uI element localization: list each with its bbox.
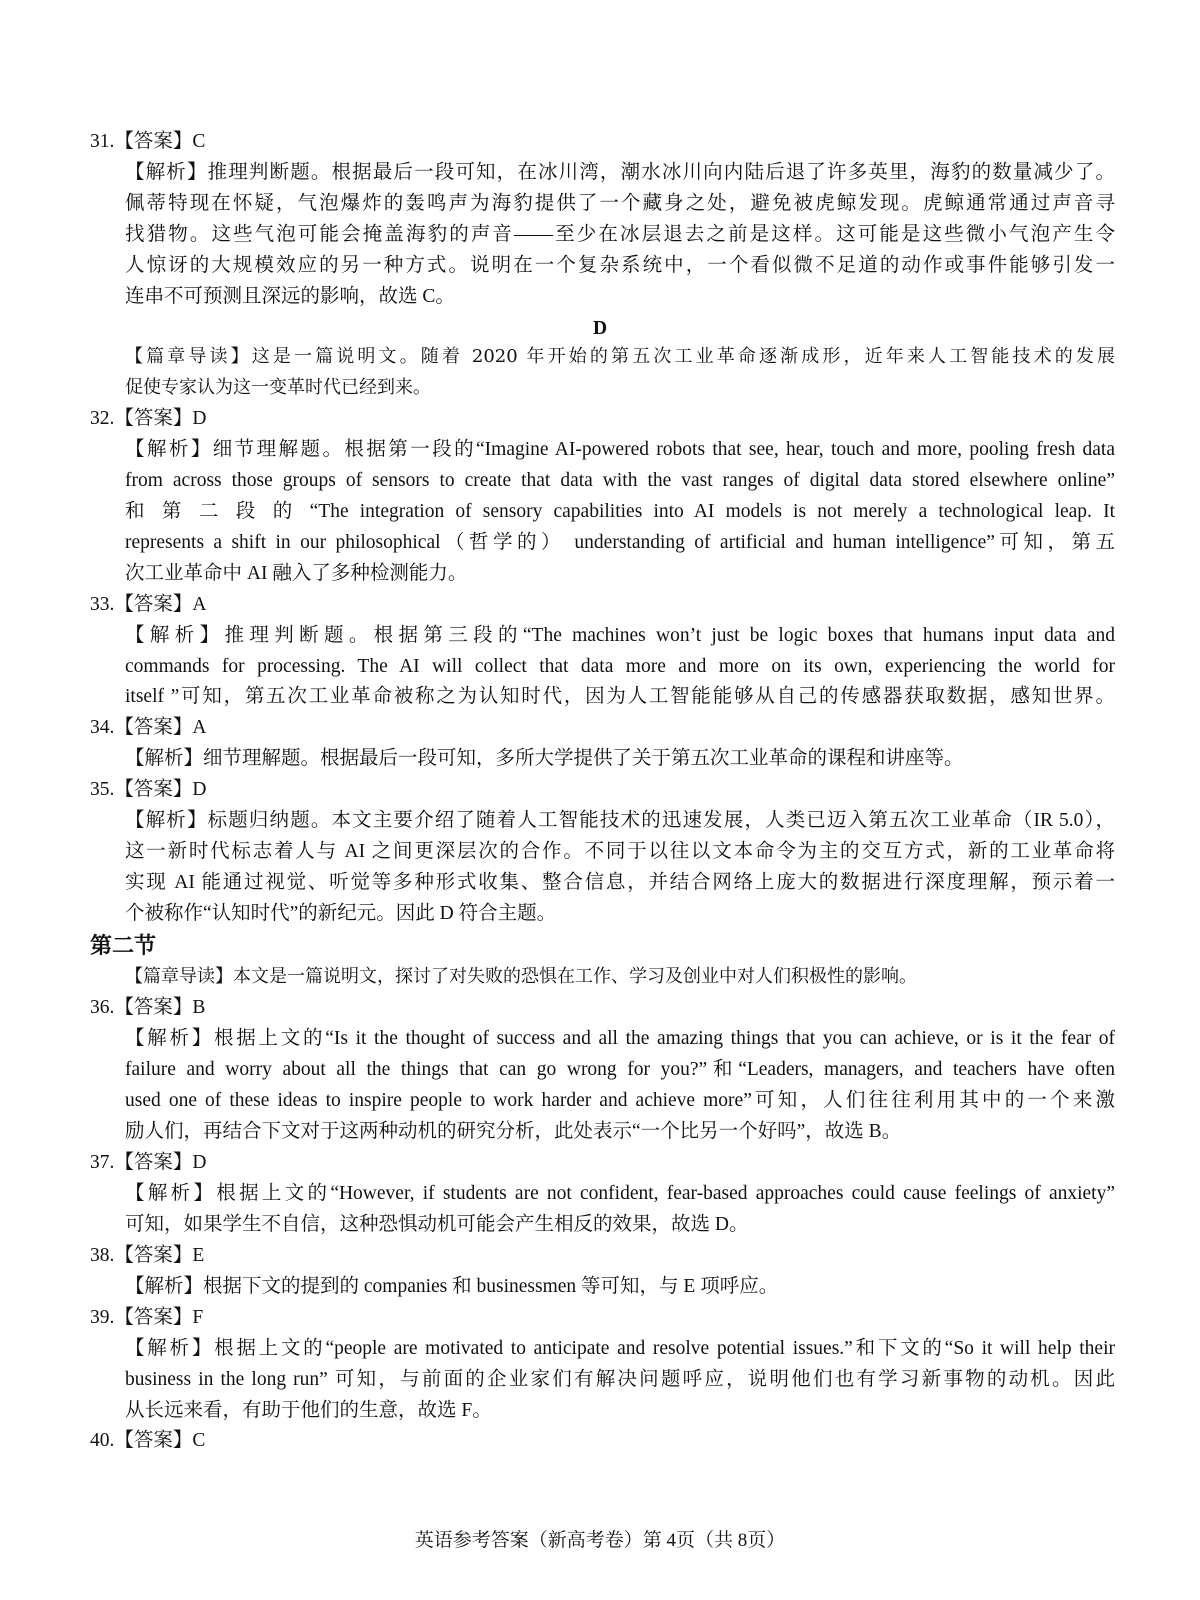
analysis-line: 连串不可预测且深远的影响，故选 C。 xyxy=(125,286,455,307)
analysis-line: 这一新时代标志着人与 AI 之间更深层次的合作。不同于以往以文本命令为主的交互方式，新的工业革命将 xyxy=(125,841,1115,862)
answer-37: 37.【答案】D xyxy=(90,1152,207,1173)
analysis-line: 【解析】推理判断题。根据第三段的“The machines won’t just be logic boxes that humans input data and xyxy=(125,625,1115,646)
passage-guide-d: 【篇章导读】这是一篇说明文。随着 2020 年开始的第五次工业革命逐渐成形，近年来人工智能技术的发展 xyxy=(125,346,1115,367)
analysis-line: 【解析】根据下文的提到的 companies 和 businessmen 等可知，与 E 项呼应。 xyxy=(125,1276,779,1297)
passage-guide-d: 促使专家认为这一变革时代已经到来。 xyxy=(125,377,431,398)
answer-32: 32.【答案】D xyxy=(90,408,207,429)
analysis-line: 次工业革命中 AI 融入了多种检测能力。 xyxy=(125,563,468,584)
analysis-line: 【解析】根据上文的“However, if students are not confident, fear-based approaches could cause feelings of anxiety” xyxy=(125,1183,1115,1204)
answer-39: 39.【答案】F xyxy=(90,1307,204,1328)
answer-40: 40.【答案】C xyxy=(90,1430,206,1451)
analysis-line: 【解析】推理判断题。根据最后一段可知，在冰川湾，潮水冰川向内陆后退了许多英里，海豹的数量减少了。 xyxy=(125,162,1115,183)
analysis-line: 佩蒂特现在怀疑，气泡爆炸的轰鸣声为海豹提供了一个藏身之处，避免被虎鲸发现。虎鲸通常通过声音寻 xyxy=(125,193,1115,214)
analysis-line: 【解析】根据上文的“Is it the thought of success and all the amazing things that you can achieve, or is it the fear of xyxy=(125,1028,1115,1049)
analysis-line: 实现 AI 能通过视觉、听觉等多种形式收集、整合信息，并结合网络上庞大的数据进行深度理解，预示着一 xyxy=(125,872,1115,893)
analysis-line: 人惊讶的大规模效应的另一种方式。说明在一个复杂系统中，一个看似微不足道的动作或事件能够引发一 xyxy=(125,255,1115,276)
answer-36: 36.【答案】B xyxy=(90,997,206,1018)
page-footer: 英语参考答案（新高考卷）第 4页（共 8页） xyxy=(414,1530,786,1551)
analysis-line: failure and worry about all the things that can go wrong for you?”和“Leaders, managers, and teachers have often xyxy=(125,1059,1115,1080)
answer-35: 35.【答案】D xyxy=(90,779,207,800)
analysis-line: itself ”可知，第五次工业革命被称之为认知时代，因为人工智能能够从自己的传感器获取数据，感知世界。 xyxy=(125,686,1115,707)
analysis-line: 和 第 二 段 的 “The integration of sensory capabilities into AI models is not merely a technological leap. It xyxy=(125,501,1115,522)
analysis-line: commands for processing. The AI will collect that data more and more on its own, experiencing the world for xyxy=(125,656,1115,677)
analysis-line: represents a shift in our philosophical（哲学的） understanding of artificial and human intelligence”可知，第五 xyxy=(125,532,1115,553)
analysis-line: 【解析】细节理解题。根据第一段的“Imagine AI-powered robots that see, hear, touch and more, pooling fresh data xyxy=(125,439,1115,460)
answer-33: 33.【答案】A xyxy=(90,594,207,615)
answer-31: 31.【答案】C xyxy=(90,131,206,152)
answer-34: 34.【答案】A xyxy=(90,717,207,738)
section-d-heading: D xyxy=(592,318,608,339)
analysis-line: 个被称作“认知时代”的新纪元。因此 D 符合主题。 xyxy=(125,903,557,924)
passage-guide-section-2: 【篇章导读】本文是一篇说明文，探讨了对失败的恐惧在工作、学习及创业中对人们积极性的影响。 xyxy=(125,966,917,987)
analysis-line: used one of these ideas to inspire people to work harder and achieve more”可知，人们往往利用其中的一个来激 xyxy=(125,1090,1115,1111)
analysis-line: 【解析】细节理解题。根据最后一段可知，多所大学提供了关于第五次工业革命的课程和讲座等。 xyxy=(125,748,964,769)
analysis-line: 【解析】标题归纳题。本文主要介绍了随着人工智能技术的迅速发展，人类已迈入第五次工业革命（IR 5.0）， xyxy=(125,810,1115,831)
analysis-line: 从长远来看，有助于他们的生意，故选 F。 xyxy=(125,1400,492,1421)
analysis-line: 找猎物。这些气泡可能会掩盖海豹的声音——至少在冰层退去之前是这样。这可能是这些微小气泡产生令 xyxy=(125,224,1115,245)
analysis-line: 可知，如果学生不自信，这种恐惧动机可能会产生相反的效果，故选 D。 xyxy=(125,1214,749,1235)
answer-38: 38.【答案】E xyxy=(90,1245,205,1266)
section-2-heading: 第二节 xyxy=(90,933,157,958)
analysis-line: business in the long run” 可知，与前面的企业家们有解决问题呼应，说明他们也有学习新事物的动机。因此 xyxy=(125,1369,1115,1390)
analysis-line: 【解析】根据上文的“people are motivated to anticipate and resolve potential issues.”和下文的“So it will help their xyxy=(125,1338,1115,1359)
analysis-line: from across those groups of sensors to create that data with the vast ranges of digital data stored elsewhere online” xyxy=(125,470,1115,491)
analysis-line: 励人们，再结合下文对于这两种动机的研究分析，此处表示“一个比另一个好吗”，故选 B。 xyxy=(125,1121,902,1142)
